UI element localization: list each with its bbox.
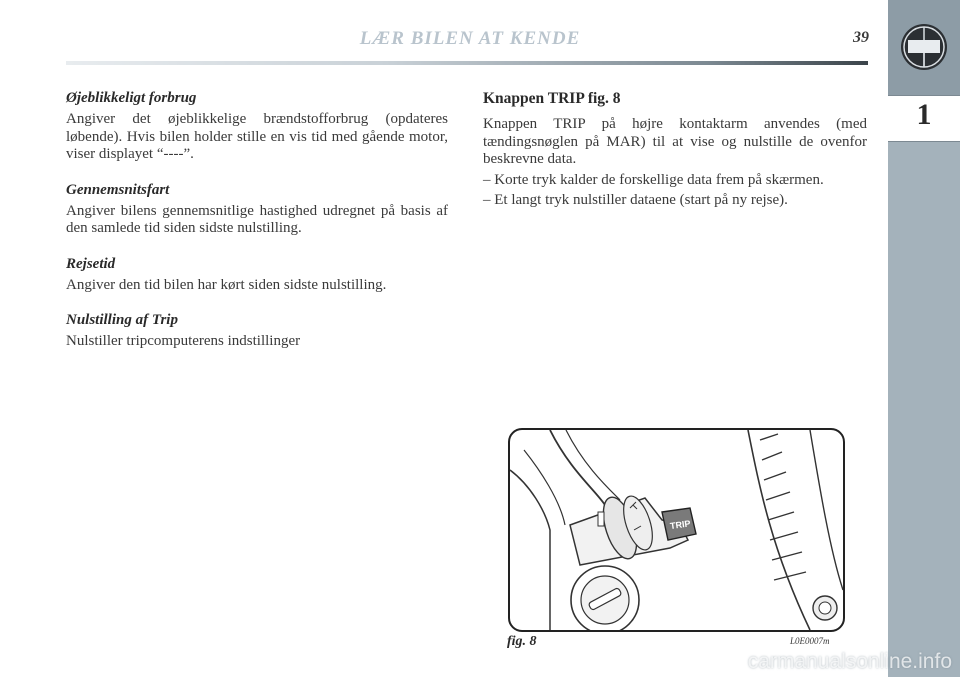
section-heading-trip-reset: Nulstilling af Trip	[66, 312, 178, 328]
long-press-instruction: – Et langt tryk nulstiller dataene (start på ny rejse).	[483, 192, 788, 208]
right-text-column	[483, 89, 867, 213]
section-text-travel-time: Angiver den tid bilen har kørt siden sidste nulstilling.	[66, 276, 387, 293]
chapter-number: 1	[916, 98, 932, 131]
section-heading-instant-consumption: Øjeblikkeligt forbrug	[66, 90, 197, 106]
trip-button-description: Knappen TRIP på højre kontaktarm anvendes (med tændingsnøglen på MAR) til at vise og nulstille de ovenfor beskrevne data.	[483, 116, 867, 167]
figure-code: L0E0007m	[790, 636, 830, 646]
section-text-trip-reset: Nulstiller tripcomputerens indstillinger	[66, 333, 301, 349]
page-number: 39	[853, 29, 869, 46]
header-divider	[66, 61, 868, 65]
short-press-instruction: – Korte tryk kalder de forskellige data frem på skærmen.	[483, 171, 824, 188]
logo-area	[888, 0, 960, 95]
section-heading-travel-time: Rejsetid	[66, 255, 116, 272]
chapter-side-tab	[888, 0, 960, 677]
running-header-title: LÆR BILEN AT KENDE	[359, 28, 581, 49]
section-text-instant-consumption: Angiver det øjeblikkelige brændstofforbrug (opdateres løbende). Hvis bilen holder stille en vis tid med gående motor, viser displayet “----”.	[66, 111, 448, 162]
watermark: carmanualsonline.info	[747, 650, 952, 673]
section-text-average-speed: Angiver bilens gennemsnitlige hastighed udregnet på basis af den samlede tid siden sidste nulstilling.	[66, 202, 448, 236]
lancia-emblem-icon	[899, 22, 949, 72]
section-heading-average-speed: Gennemsnitsfart	[66, 181, 170, 198]
left-text-column	[66, 89, 448, 368]
steering-column-stalk-illustration	[510, 430, 843, 630]
trip-button-label: TRIP	[669, 518, 692, 532]
figure-caption: fig. 8	[507, 634, 537, 649]
figure-8-frame	[508, 428, 845, 632]
trip-button-heading: Knappen TRIP fig. 8	[483, 90, 621, 107]
